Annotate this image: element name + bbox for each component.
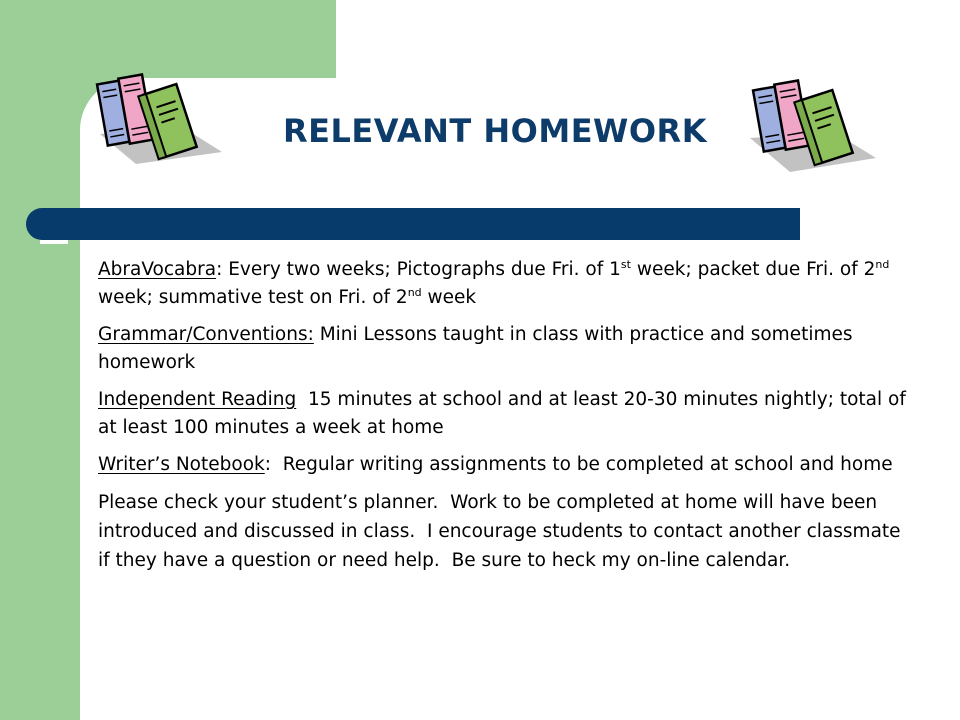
abravocabra-text-2: week; packet due Fri. of 2 bbox=[630, 259, 876, 280]
books-icon-left bbox=[86, 72, 226, 176]
slide-title: RELEVANT HOMEWORK bbox=[283, 112, 707, 150]
books-icon-right bbox=[742, 78, 882, 182]
abravocabra-text-1: : Every two weeks; Pictographs due Fri. of 1 bbox=[216, 259, 621, 280]
term-writers-notebook: Writer’s Notebook bbox=[98, 454, 265, 475]
abravocabra-sup-2: nd bbox=[875, 257, 890, 271]
grammar-text: Mini Lessons taught in class with practice and sometimes homework bbox=[98, 324, 853, 373]
divider-bar-notch bbox=[40, 240, 68, 244]
item-writers-notebook bbox=[98, 451, 908, 479]
item-grammar bbox=[98, 321, 908, 377]
planner-note: Please check your student’s planner. Work to be completed at home will have been introduced and discussed in class. I encourage students to contact another classmate if they have a question or need help. Be sure to heck my on-line calendar. bbox=[98, 492, 907, 571]
left-accent-stripe bbox=[0, 0, 80, 720]
homework-list bbox=[98, 256, 912, 584]
abravocabra-text-4: week bbox=[421, 287, 477, 308]
term-abravocabra: AbraVocabra bbox=[98, 259, 217, 280]
title-divider-bar bbox=[26, 208, 800, 240]
abravocabra-sup-1: st bbox=[620, 257, 631, 271]
item-abravocabra bbox=[98, 256, 908, 312]
notebook-text: : Regular writing assignments to be completed at school and home bbox=[264, 454, 893, 475]
item-independent-reading bbox=[98, 386, 912, 442]
reading-text: 15 minutes at school and at least 20-30 minutes nightly; total of at least 100 minutes a week at home bbox=[98, 389, 912, 438]
term-grammar: Grammar/Conventions: bbox=[98, 324, 314, 345]
abravocabra-sup-3: nd bbox=[407, 285, 422, 299]
term-independent-reading: Independent Reading bbox=[98, 389, 297, 410]
top-accent-block bbox=[80, 0, 336, 78]
abravocabra-text-3: week; summative test on Fri. of 2 bbox=[98, 287, 408, 308]
